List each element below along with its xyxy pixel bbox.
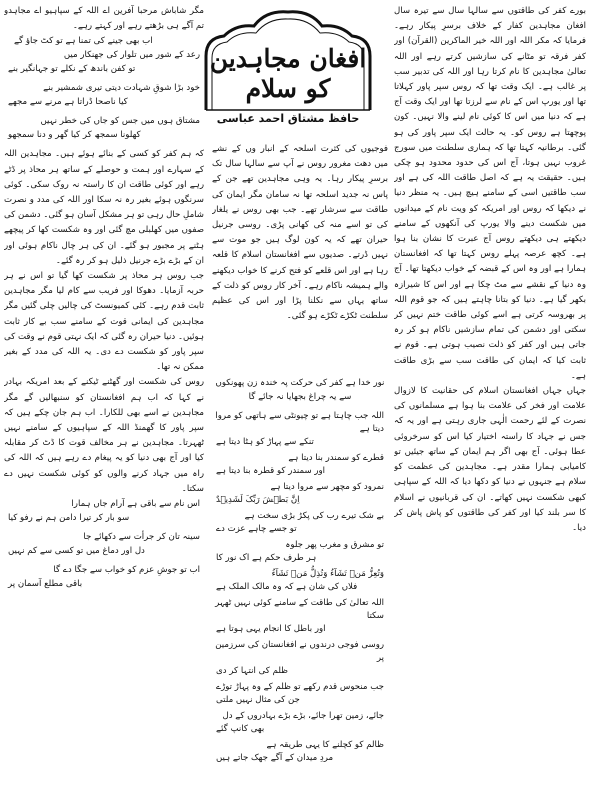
verse-line: اس نام سے باقی ہے آرام جاں ہمارا [71,499,200,510]
couplet [212,481,388,507]
verse-intro: نور خدا ہے کفر کی حرکت پہ خندہ زن پھونکوں سے یہ چراغ بجھایا نہ جائے گا [215,378,385,402]
verse-line: جائے، زمین تھرا جائے، بڑے بڑے بہادروں کے دل [222,711,384,721]
verse-block-middle [212,376,388,796]
verse-line: تو مشرق و مغرب پھر جلوہ [285,540,384,550]
verse-line: روسی فوجی درندوں نے افغانستان کی سرزمین پر [215,640,384,663]
verse-line: تو کفن باندھ کے نکلے تو جہانگیر بنے [8,64,136,75]
couplet [4,497,204,525]
verse-list [212,410,388,765]
paragraph: بورے کفر کی طاقتوں سے سالہا سال سے تیرہ سال افغان مجاہدین کفار کے خلاف برسرِ پیکار رہے۔ فرمایا کہ مکر اللہ اور اللہ خیر الماکرین (القرآن) اور کفر فرقہ تو مٹانے کی سازشیں کرتے رہے اور اللہ تعالیٰ مجاہدین کا نام کرتا رہا اور اللہ کی تدبیر سب پر غالب ہے۔ ایک وقت تھا کہ روس سپر پاور کہلاتا تھا اور یورپ اس کے نام سے لرزتا تھا اور ایک وقت آج ہے کہ دنیا میں اس کا کوئی نام لینے والا نہیں۔ کون پوچھتا ہے روس کو۔ یہ حالت ایک سپر پاور کی ہو گئی۔ برطانیہ کہتا تھا کہ ہماری سلطنت میں سورج غروب نہیں ہوتا، آج اس کی حدود محدود ہو چکی ہیں۔ حقیقت یہ ہے کہ اصل طاقت اللہ کی ہے اور سب طاقتیں اسی کے سامنے ہیچ ہیں۔ یہ منظر دنیا نے دیکھا کہ روس اور امریکہ کو ویت نام کے میدانوں میں شکست دینے والا یورپ کی آنکھوں کے سامنے دیکھتے ہی دیکھتے روس آج عبرت کا نشان بنا ہوا ہے۔ کچھ عرصہ پہلے روس کہتا تھا کہ افغانستان ہمارا ہے اور وہ اس کے قبضہ کے خواب دیکھتا تھا۔ آج وہ دنیا کے نقشے سے مٹ چکا ہے اور اس کا شیرازہ بکھر گیا ہے۔ دنیا کو بتانا چاہتے ہیں کہ جو قوم اللہ پر بھروسہ کرتی ہے اسے کوئی طاقت ختم نہیں کر سکتی اور دشمن کی تمام سازشیں ناکام ہو کر رہ جاتی ہیں اور کفر کو ذلت نصیب ہوتی ہے۔ قوم نے ثابت کیا کہ ایمان کی طاقت سب سے بڑی طاقت ہے۔ [394,6,586,381]
paragraph: کہ ہم کفر کو کسی کے بنائے ہوئے ہیں۔ مجاہدین اللہ کے سہارے اور ہمت و حوصلے کے ساتھ ہر محاذ پر ڈٹے رہے اور کوئی طاقت ان کا راستہ نہ روک سکی۔ کوئی سرنگوں ہوئے بغیر رہ نہ سکا اور اللہ کی مدد و نصرت شاملِ حال رہی تو ہر مشکل آسان ہو گئی۔ دشمن کی صفوں میں کھلبلی مچ گئی اور وہ شکست کھا کر پیچھے ہٹنے پر مجبور ہو گئے۔ ان کی ہر چال ناکام ہوئی اور ان کے بڑے بڑے جرنیل ذلیل ہو کر رہ گئے۔ [4,149,204,266]
paragraph: روس کی شکست اور گھٹنے ٹیکنے کے بعد امریکہ بہادر نے کہا کہ اب ہم افغانستان کو سنبھالیں گے مگر مجاہدین نے اسے بھی للکارا۔ اب ہم جان چکے ہیں کہ سپر پاور کا گھمنڈ اللہ کے سپاہیوں کے سامنے نہیں ٹھہرتا۔ مجاہدین نے ہر مخالف قوت کا ڈٹ کر مقابلہ کیا اور آج بھی دنیا کو یہ پیغام دے رہے ہیں کہ اللہ کی راہ میں جہاد کرنے والوں کو کوئی شکست نہیں دے سکتا۔ [4,377,204,494]
verse-line: قطرے کو سمندر بنا دیتا ہے [288,453,384,463]
verse-line: جن کی مثال نہیں ملتی [216,695,300,705]
couplet [212,410,388,449]
verse-line: اللہ جب چاہتا ہے تو چیونٹی سے ہاتھی کو مروا دیتا ہے [215,411,384,434]
verse-line: دل اور دماغ میں تو کسی سے کم نہیں [8,546,145,557]
verse-list [4,497,204,591]
couplet [212,568,388,594]
verse-line: سو بار کر تیرا دامن ہم نے رفو کیا [8,513,130,524]
couplet [212,639,388,678]
verse-line: ظالم کو کچلنے کا یہی طریقہ ہے [266,740,384,750]
couplet [4,48,204,76]
page-title: افغان مجاہدین کو سلام [209,44,367,103]
verse-line: رعد کے شور میں تلوار کی جھنکار میں [63,50,200,61]
verse-line: اور باطل کا انجام یہی ہوتا ہے [216,624,326,634]
verse-line: کیا ناصحا ڈراتا ہے مرنے سے مجھے [8,97,128,108]
verse-line: اب بھی جینے کی تمنا ہے تو کٹ جاؤ گے [14,36,153,47]
verse-line: جب منحوس قدم رکھے تو ظلم کے وہ پہاڑ توڑے [216,682,384,692]
verse-line: وَتُعِزُّ مَنۡ تَشَآءُ وَتُذِلُّ مَنۡ تَشَآءُ [271,569,384,579]
couplet [212,597,388,636]
verse-line: سینہ تان کر جرأت سے دکھائے جا [83,532,200,543]
author-byline: حافظ مشتاق احمد عباسی [216,112,360,125]
couplet [212,510,388,536]
couplet [4,81,204,109]
verse-line: فلاں کی شان ہے کہ وہ مالک الملک ہے [216,582,358,592]
article-column-left [4,4,204,802]
couplet [212,539,388,565]
couplet [4,114,204,142]
couplet [4,563,204,591]
couplet [212,710,388,736]
article-column-middle [212,142,388,370]
verse-line: نمرود کو مچھر سے مروا دیتا ہے [270,482,384,492]
verse-line: خود بڑا شوقِ شہادت دیتی تیری شمشیر بنے [43,83,200,94]
verse-line: ہر طرف حکم ہے اک نور کا [216,553,317,563]
verse-line: مردِ میدان کے آگے جھک جاتے ہیں [216,753,334,763]
paragraph: جہاں جہاں افغانستان اسلام کی حقانیت کا لازوال علامت اور فخر کی علامت بنا ہوا ہے مسلمانوں کی نصرت کے لئے رحمت الٰہی جاری رہتی ہے اور یہ کہ جس نے جہاد کا راستہ اختیار کیا اس کو سرخروئی عطا ہوئی۔ آج بھی اگر ہم ایمان کے ساتھ جیئیں تو کامیابی ہمارا مقدر ہے۔ مجاہدین کی عظمت کو سلام ہے جنہوں نے دنیا کو دکھا دیا کہ اللہ کے سپاہی کبھی شکست نہیں کھاتے۔ ان کی قربانیوں نے اسلام کا سر بلند کیا اور کفر کی طاقتوں کو پاش پاش کر دیا۔ [394,386,586,533]
verse-line: باقی مطلع آسمان پر [8,579,83,590]
verse-line: اللہ تعالیٰ کی طاقت کے سامنے کوئی نہیں ٹھہر سکتا [215,598,384,621]
paragraph: جب روس ہر محاذ پر شکست کھا گیا تو اس نے ہر حربہ آزمایا۔ دھوکا اور فریب سے کام لیا مگر مجاہدین ثابت قدم رہے۔ کئی کمیونسٹ کی چالیں چلی گئیں مگر مجاہدین کی ایمانی قوت کے سامنے سب بے کار ثابت ہوئیں۔ دنیا حیران رہ گئی کہ ایک نہتی قوم نے وقت کی سپر پاور کو شکست دے دی۔ یہ اللہ کی مدد کے بغیر ممکن نہ تھا۔ [4,271,204,373]
verse-line: اِنَّ بَطۡشَ رَبِّکَ لَشَدِیۡدٌ [216,495,300,505]
paragraph: فوجیوں کی کثرت اسلحہ کے انبار وں کے نشے میں دھت مغرور روس نے آپ سے سالہا سال تک برسرِ پیکار رہا۔ یہ وہی مجاہدین تھے جن کے پاس نہ جدید اسلحہ تھا نہ سامان مگر ایمان کی طاقت سے سرشار تھے۔ جب بھی روس نے یلغار کی تو اسے منہ کی کھانی پڑی۔ روسی جرنیل حیران تھے کہ یہ کون لوگ ہیں جو موت سے نہیں ڈرتے۔ صدیوں سے افغانستان اسلام کا قلعہ رہا ہے اور اس قلعے کو فتح کرنے کا خواب دیکھنے والے ہمیشہ ناکام رہے۔ آخر کار روس کو ذلت کے ساتھ یہاں سے نکلنا پڑا اور اس کی عظیم سلطنت ٹکڑے ٹکڑے ہو گئی۔ [212,144,388,322]
paragraph: مگر شاباش مرحبا آفرین اے اللہ کے سپاہیو اے مجاہدو تم آگے ہی بڑھتے رہے اور کہتے رہے۔ [4,6,204,32]
couplet [4,530,204,558]
verse-line: تنکے سے پہاڑ کو ہٹا دیتا ہے [216,437,314,447]
verse-line: اور سمندر کو قطرہ بنا دیتا ہے [216,466,326,476]
verse-line: تو جسے چاہے عزت دے [216,524,297,534]
verse-line: مشتاق ہوں میں جس کو جاں کی خطر نہیں [40,116,200,127]
couplet [212,739,388,765]
verse-line: بے شک تیرے رب کی پکڑ بڑی سخت ہے [244,511,384,521]
verse-line: اب تو جوشِ عزم کو خواب سے جگا دے گا [53,565,200,576]
verse-list [4,48,204,142]
verse-line: کھلونا سمجھ کر کیا گھر و دنا سمجھو [8,130,141,141]
verse-line: بھی کانپ گئے [216,724,265,734]
article-column-right [394,4,586,802]
couplet [212,681,388,707]
couplet [212,452,388,478]
verse-line: ظلم کی انتہا کر دی [216,666,288,676]
